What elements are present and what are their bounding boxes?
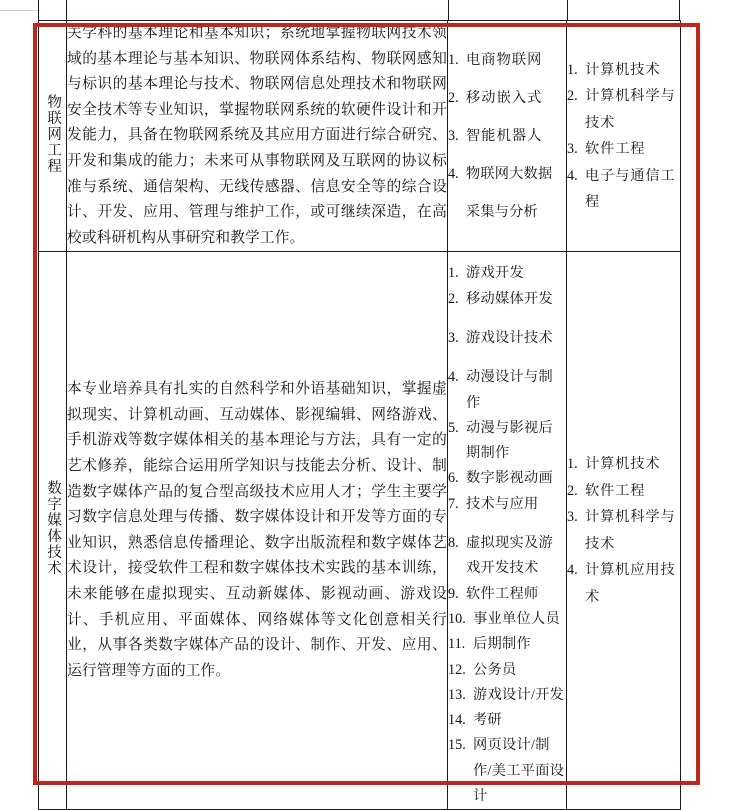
page-top-rule	[0, 10, 38, 11]
job-directions-list	[448, 41, 566, 231]
table-row	[39, 21, 681, 252]
major-description-cell	[67, 21, 448, 252]
list-item-number: 2.	[567, 88, 578, 105]
list-item-label: 网页设计/制作/美工平面设计	[473, 737, 565, 804]
list-item-number: 10.	[448, 610, 466, 627]
list-item-label: 软件工程师	[466, 585, 539, 602]
list-item	[567, 136, 680, 163]
list-item	[567, 163, 680, 216]
list-item	[448, 708, 566, 733]
list-item-label: 移动嵌入式	[466, 90, 543, 107]
list-item-number: 3.	[567, 509, 578, 526]
major-name-vertical: 数字媒体技术	[45, 480, 62, 577]
list-item	[448, 416, 566, 467]
list-item-number: 11.	[448, 636, 466, 653]
list-item-label: 技术与应用	[466, 495, 539, 512]
list-item-label: 后期制作	[473, 636, 531, 653]
list-item-number: 4.	[448, 369, 459, 386]
list-item-label: 软件工程	[585, 141, 646, 158]
list-item-number: 2.	[448, 90, 459, 107]
list-item-number: 3.	[448, 329, 459, 346]
table-top-stub	[38, 0, 680, 20]
list-item-label: 计算机应用技术	[585, 562, 676, 605]
list-item-label: 数字影视动画	[466, 470, 553, 487]
list-item	[448, 79, 566, 117]
list-item	[448, 41, 566, 79]
list-item-label: 计算机技术	[585, 456, 661, 473]
list-item-number: 6.	[448, 470, 459, 487]
list-item	[448, 492, 566, 517]
list-item-label: 事业单位人员	[473, 610, 560, 627]
job-directions-list	[448, 261, 566, 809]
major-name-cell	[39, 252, 67, 810]
list-item-label: 电商物联网	[466, 52, 543, 69]
list-item-number: 1.	[448, 265, 459, 282]
list-item-label: 考研	[473, 712, 502, 729]
list-item	[567, 478, 680, 505]
list-item-label: 公务员	[473, 661, 517, 678]
list-item-number: 13.	[448, 686, 466, 703]
major-name-cell	[39, 21, 67, 252]
list-item	[448, 658, 566, 683]
list-item-number: 8.	[448, 535, 459, 552]
list-item	[448, 582, 566, 607]
job-directions-cell	[448, 21, 567, 252]
list-item-label: 计算机科学与技术	[585, 509, 676, 552]
list-item-number: 2.	[567, 482, 578, 499]
degree-options-cell	[567, 252, 681, 810]
table-row	[39, 252, 681, 810]
list-item-number: 14.	[448, 712, 466, 729]
list-item	[448, 261, 566, 286]
stub-divider-1	[66, 0, 67, 20]
list-item-label: 游戏设计/开发	[473, 686, 565, 703]
degree-options-list	[567, 451, 680, 610]
list-item	[448, 607, 566, 632]
list-item	[448, 117, 566, 155]
list-item	[567, 504, 680, 557]
list-item-label: 物联网大数据采集与分析	[466, 166, 553, 221]
list-item-label: 软件工程	[585, 482, 646, 499]
list-item	[448, 466, 566, 491]
degree-options-cell	[567, 21, 681, 252]
list-item-number: 4.	[567, 167, 578, 184]
job-directions-cell	[448, 252, 567, 810]
list-item-number: 1.	[567, 456, 578, 473]
list-item	[448, 287, 566, 312]
list-item-label: 计算机技术	[585, 61, 661, 78]
list-item-label: 虚拟现实及游戏开发技术	[466, 535, 553, 577]
list-item-number: 3.	[567, 141, 578, 158]
list-item-number: 5.	[448, 419, 459, 436]
list-item-label: 游戏设计技术	[466, 329, 553, 346]
list-item-label: 计算机科学与技术	[585, 88, 676, 131]
list-item	[567, 57, 680, 84]
list-item-label: 动漫设计与制作	[466, 369, 553, 411]
list-item-number: 1.	[567, 61, 578, 78]
list-item-number: 2.	[448, 290, 459, 307]
stub-divider-2	[448, 0, 449, 20]
list-item	[448, 326, 566, 351]
list-item-number: 1.	[448, 52, 459, 69]
list-item-number: 3.	[448, 128, 459, 145]
major-name-vertical: 物联网工程	[45, 93, 62, 174]
list-item	[448, 531, 566, 582]
major-description-cell	[67, 252, 448, 810]
stub-divider-3	[567, 0, 568, 20]
list-item-label: 动漫与影视后期制作	[466, 419, 553, 462]
list-item-number: 15.	[448, 737, 466, 754]
list-item	[448, 155, 566, 231]
list-item-number: 12.	[448, 661, 466, 678]
list-item	[567, 557, 680, 610]
degree-options-list	[567, 57, 680, 216]
list-item	[448, 733, 566, 809]
major-description-text: 关学科的基本理论和基本知识；系统地掌握物联网技术领域的基本理论与基本知识、物联网体系结构、物联网感知与标识的基本理论与技术、物联网信息处理技术和物联网安全技术等专业知识，掌握物联网系统的软硬件设计和开发能力，具备在物联网系统及其应用方面进行综合研究、开发和集成的能力；未来可从事物联网及互联网的协议标准与系统、通信架构、无线传感器、信息安全等的综合设计、开发、应用、管理与维护工作，或可继续深造，在高校或科研机构从事研究和教学工作。	[67, 25, 447, 246]
list-item-number: 7.	[448, 495, 459, 512]
list-item-number: 4.	[567, 562, 578, 579]
list-item-label: 智能机器人	[466, 128, 543, 145]
list-item-label: 移动媒体开发	[466, 290, 553, 307]
majors-table	[38, 20, 681, 810]
list-item	[448, 632, 566, 657]
list-item	[448, 365, 566, 416]
major-description-text: 本专业培养具有扎实的自然科学和外语基础知识，掌握虚拟现实、计算机动画、互动媒体、影视编辑、网络游戏、手机游戏等数字媒体相关的基本理论与方法，具有一定的艺术修养，能综合运用所学知识与技能去分析、设计、制造数字媒体产品的复合型高级技术应用人才；学生主要学习数字信息处理与传播、数字媒体设计和开发等方面的专业知识，熟悉信息传播理论、数字出版流程和数字媒体艺术设计，接受软件工程和数字媒体技术实践的基本训练，未来能够在虚拟现实、互动新媒体、影视动画、游戏设计、手机应用、平面媒体、网络媒体等文化创意相关行业，从事各类数字媒体产品的设计、制作、开发、应用、运行管理等方面的工作。	[67, 381, 447, 679]
list-item	[448, 683, 566, 708]
list-item-number: 9.	[448, 585, 459, 602]
list-item-number: 4.	[448, 166, 459, 183]
list-item	[567, 451, 680, 478]
list-item-label: 电子与通信工程	[585, 167, 676, 211]
list-item	[567, 83, 680, 136]
list-item-label: 游戏开发	[466, 265, 524, 282]
